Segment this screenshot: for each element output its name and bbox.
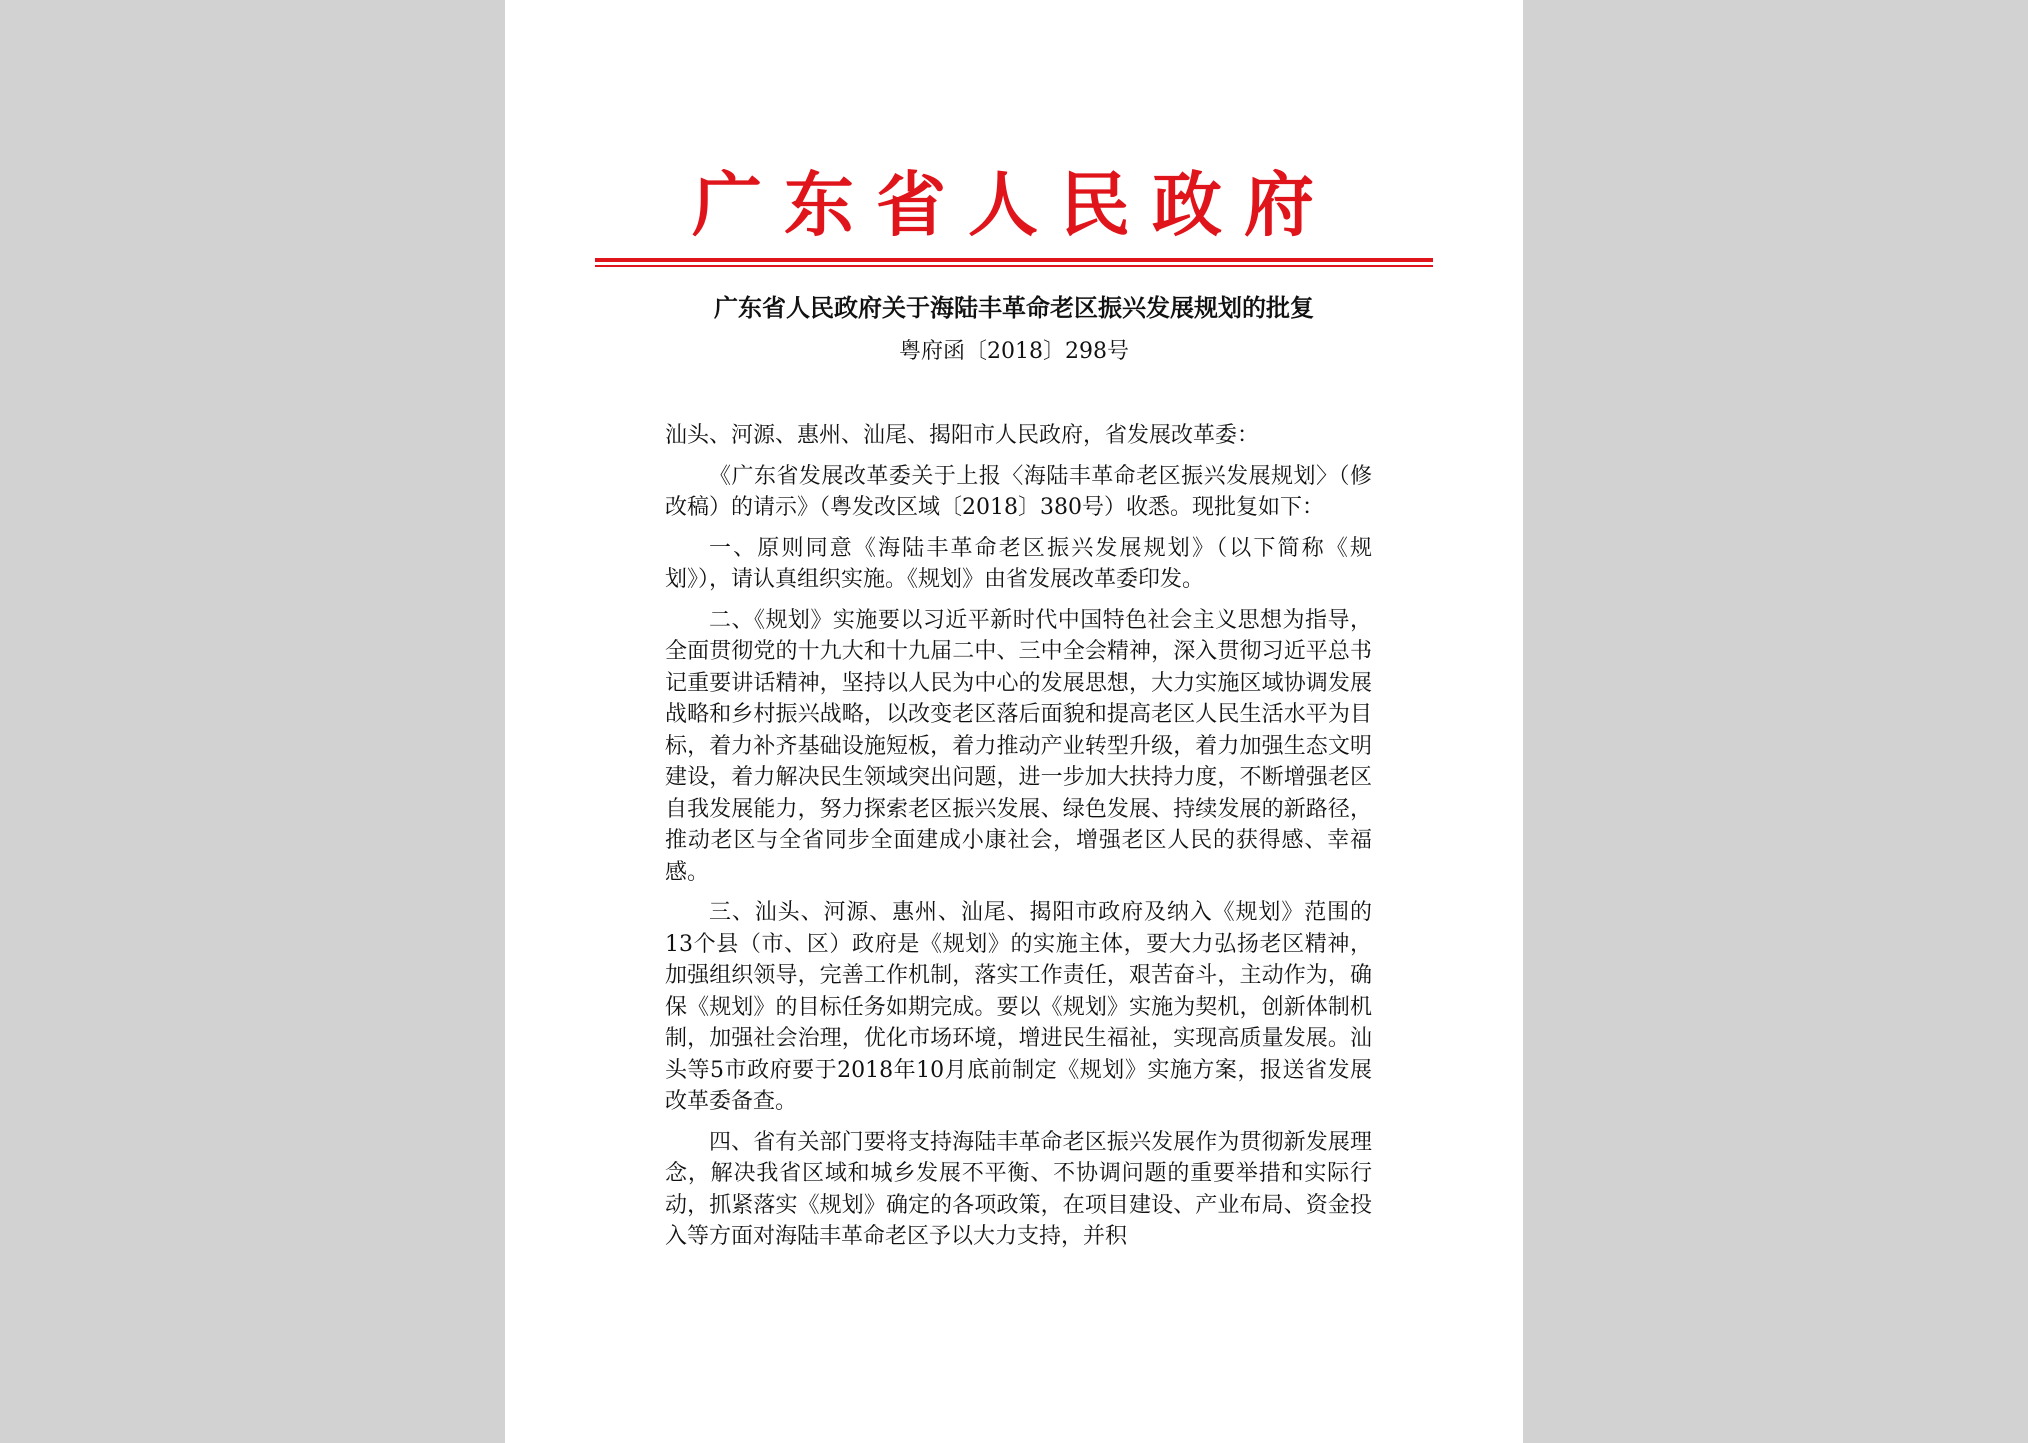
paragraph-request: 《广东省发展改革委关于上报〈海陆丰革命老区振兴发展规划〉（修改稿）的请示》（粤发改区域〔2018〕380号）收悉。现批复如下：	[665, 463, 1372, 520]
document-page	[505, 0, 1523, 1443]
salutation: 汕头、河源、惠州、汕尾、揭阳市人民政府，省发展改革委：	[665, 423, 1260, 448]
document-number: 粤府函〔2018〕298号	[899, 339, 1129, 364]
paragraph-item-1: 一、原则同意《海陆丰革命老区振兴发展规划》（以下简称《规划》），请认真组织实施。《规划》由省发展改革委印发。	[665, 535, 1372, 592]
masthead-title: 广东省人民政府	[692, 163, 1336, 246]
red-rule-thin	[595, 265, 1433, 267]
paragraph-item-2: 二、《规划》实施要以习近平新时代中国特色社会主义思想为指导，全面贯彻党的十九大和十九届二中、三中全会精神，深入贯彻习近平总书记重要讲话精神，坚持以人民为中心的发展思想，大力实施区域协调发展战略和乡村振兴战略，以改变老区落后面貌和提高老区人民生活水平为目标，着力补齐基础设施短板，着力推动产业转型升级，着力加强生态文明建设，着力解决民生领域突出问题，进一步加大扶持力度，不断增强老区自我发展能力，努力探索老区振兴发展、绿色发展、持续发展的新路径，推动老区与全省同步全面建成小康社会，增强老区人民的获得感、幸福感。	[665, 607, 1372, 885]
paragraph-item-4: 四、省有关部门要将支持海陆丰革命老区振兴发展作为贯彻新发展理念，解决我省区域和城乡发展不平衡、不协调问题的重要举措和实际行动，抓紧落实《规划》确定的各项政策，在项目建设、产业布局、资金投入等方面对海陆丰革命老区予以大力支持，并积	[665, 1129, 1372, 1249]
paragraph-item-3: 三、汕头、河源、惠州、汕尾、揭阳市政府及纳入《规划》范围的13个县（市、区）政府是《规划》的实施主体，要大力弘扬老区精神，加强组织领导，完善工作机制，落实工作责任，艰苦奋斗，主动作为，确保《规划》的目标任务如期完成。要以《规划》实施为契机，创新体制机制，加强社会治理，优化市场环境，增进民生福祉，实现高质量发展。汕头等5市政府要于2018年10月底前制定《规划》实施方案，报送省发展改革委备查。	[665, 900, 1372, 1114]
red-rule-thick	[595, 258, 1433, 262]
document-title: 广东省人民政府关于海陆丰革命老区振兴发展规划的批复	[714, 293, 1314, 322]
document-body	[665, 420, 1372, 1262]
